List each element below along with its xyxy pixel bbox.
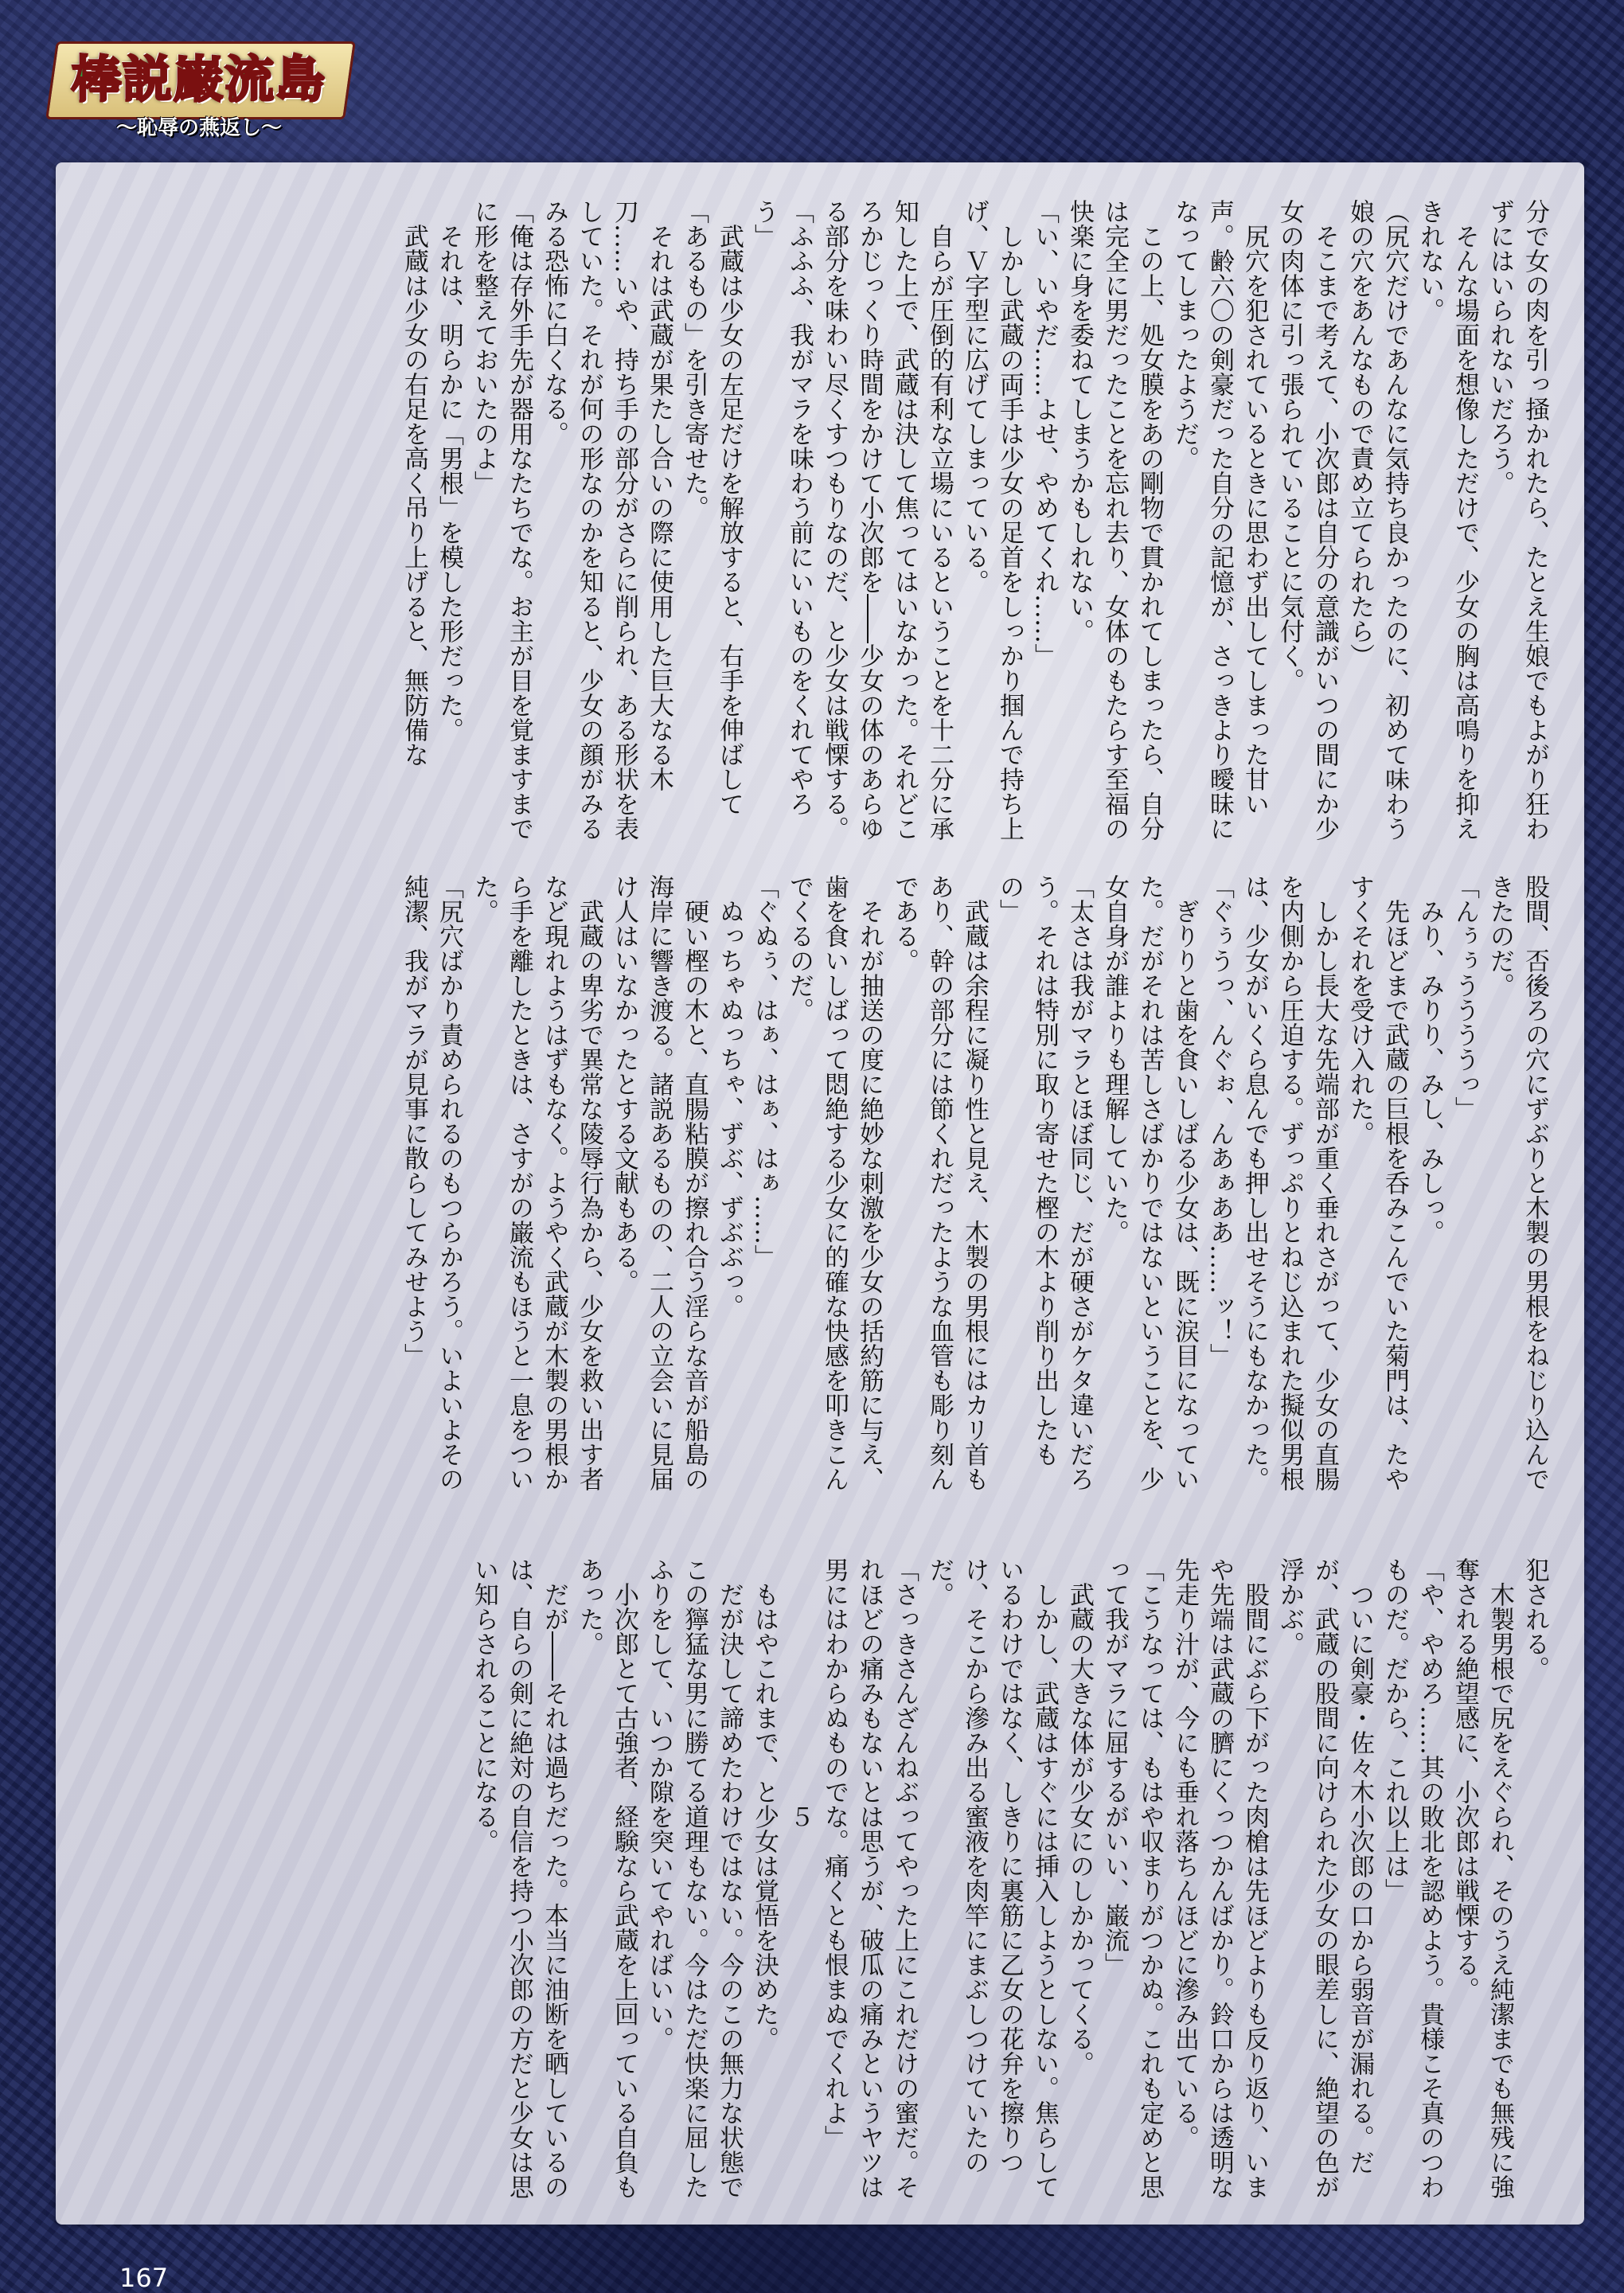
series-logo [32,29,358,148]
text-panel [56,162,1584,2225]
text-block-middle: 股間、否後ろの穴にずぶりと木製の男根をねじり込んできたのだ。 「んぅぅううううっ」 みり、みりり、みし、みしっ。 先ほどまで武蔵の巨根を呑みこんでいた菊門は、たやすくそれを受け入れた。 しかし長大な先端部が重く垂れさがって、少女の直腸を内側から圧迫する。ずっぷりとねじ込まれた擬似男根は、少女がいくら息んでも押し出せそうにもなかった。 「ぐぅうっ、んぐぉ、んあぁああ……ッ！」 ぎりりと歯を食いしばる少女は、既に涙目になっていた。だがそれは苦しさばかりではないということを、少女自身が誰よりも理解していた。 「太さは我がマラとほぼ同じ、だが硬さがケタ違いだろう。それは特別に取り寄せた樫の木より削り出したもの」 武蔵は余程に凝り性と見え、木製の男根にはカリ首もあり、幹の部分には節くれだったような血管も彫り刻んである。 それが抽送の度に絶妙な刺激を少女の括約筋に与え、歯を食いしばって悶絶する少女に的確な快感を叩きこんでくるのだ。 「ぐぬぅ、はぁ、はぁ、はぁ……」 ぬっちゃぬっちゃ、ずぶ、ずぶぶっ。 硬い樫の木と、直腸粘膜が擦れ合う淫らな音が船島の海岸に響き渡る。諸説あるものの、二人の立会いに見届け人はいなかったとする文献もある。 武蔵の卑劣で異常な陵辱行為から、少女を救い出す者など現れようはずもなく。ようやく武蔵が木製の男根から手を離したときは、さすがの巌流もほうと一息をついた。 「尻穴ばかり責められるのもつらかろう。いよいよその純潔、我がマラが見事に散らしてみせよう」 [400,874,1549,1491]
logo-title: 棒説巌流島 [71,50,326,108]
page-number: 167 [119,2263,169,2293]
text-block-top: 分で女の肉を引っ掻かれたら、たとえ生娘でもよがり狂わずにはいられないだろう。 そんな場面を想像しただけで、少女の胸は高鳴りを抑えきれない。 （尻穴だけであんなに気持ち良かったのに、初めて味わう娘の穴をあんなもので責め立てられたら） そこまで考えて、小次郎は自分の意識がいつの間にか少女の肉体に引っ張られていることに気付く。 尻穴を犯されているときに思わず出してしまった甘い声。齢六〇の剣豪だった自分の記憶が、さっきより曖昧になってしまったようだ。 この上、処女膜をあの剛物で貫かれてしまったら、自分は完全に男だったことを忘れ去り、女体のもたらす至福の快楽に身を委ねてしまうかもしれない。 「い、いやだ……よせ、やめてくれ……」 しかし武蔵の両手は少女の足首をしっかり掴んで持ち上げ、Ｖ字型に広げてしまっている。 自らが圧倒的有利な立場にいるということを十二分に承知した上で、武蔵は決して焦ってはいなかった。それどころかじっくり時間をかけて小次郎を――少女の体のあらゆる部分を味わい尽くすつもりなのだ、と少女は戦慄する。 「ふふふ、我がマラを味わう前にいいものをくれてやろう」 武蔵は少女の左足だけを解放すると、右手を伸ばして「あるもの」を引き寄せた。 それは武蔵が果たし合いの際に使用した巨大なる木刀……いや、持ち手の部分がさらに削られ、ある形状を表していた。それが何の形なのかを知ると、少女の顔がみるみる恐怖に白くなる。 「俺は存外手先が器用なたちでな。お主が目を覚ますまでに形を整えておいたのよ」 それは、明らかに「男根」を模した形だった。 武蔵は少女の右足を高く吊り上げると、無防備な [400,199,1549,841]
text-block-bottom: 犯される。 木製男根で尻をえぐられ、そのうえ純潔までも無残に強奪される絶望感に、小次郎は戦慄する。 「や、やめろ……其の敗北を認めよう。貴様こそ真のつわものだ。だから、これ以上は」 ついに剣豪・佐々木小次郎の口から弱音が漏れる。だが、武蔵の股間に向けられた少女の眼差しに、絶望の色が浮かぶ。 股間にぶら下がった肉槍は先ほどよりも反り返り、いまや先端は武蔵の臍にくっつかんばかり。鈴口からは透明な先走り汁が、今にも垂れ落ちんほどに滲み出ている。 「こうなっては、もはや収まりがつかぬ。これも定めと思って我がマラに屈するがいい、巌流」 武蔵の大きな体が少女にのしかかってくる。 しかし、武蔵はすぐには挿入しようとしない。焦らしているわけではなく、しきりに裏筋に乙女の花弁を擦りつけ、そこから滲み出る蜜液を肉竿にまぶしつけていたのだ。 「さっきさんざんねぶってやった上にこれだけの蜜だ。それほどの痛みもないとは思うが、破瓜の痛みというヤツは男にはわからぬものでな。痛くとも恨まぬでくれよ」 ５ もはやこれまで、と少女は覚悟を決めた。 だが決して諦めたわけではない。今のこの無力な状態でこの獰猛な男に勝てる道理もない。今はただ快楽に屈したふりをして、いつか隙を突いてやればいい。 小次郎とて古強者、経験なら武蔵を上回っている自負もあった。 だが――それは過ちだった。本当に油断を晒しているのは、自らの剣に絶対の自信を持つ小次郎の方だと少女は思い知らされることになる。 [470,1557,1549,2199]
logo-subtitle: ～恥辱の燕返し～ [115,116,282,140]
